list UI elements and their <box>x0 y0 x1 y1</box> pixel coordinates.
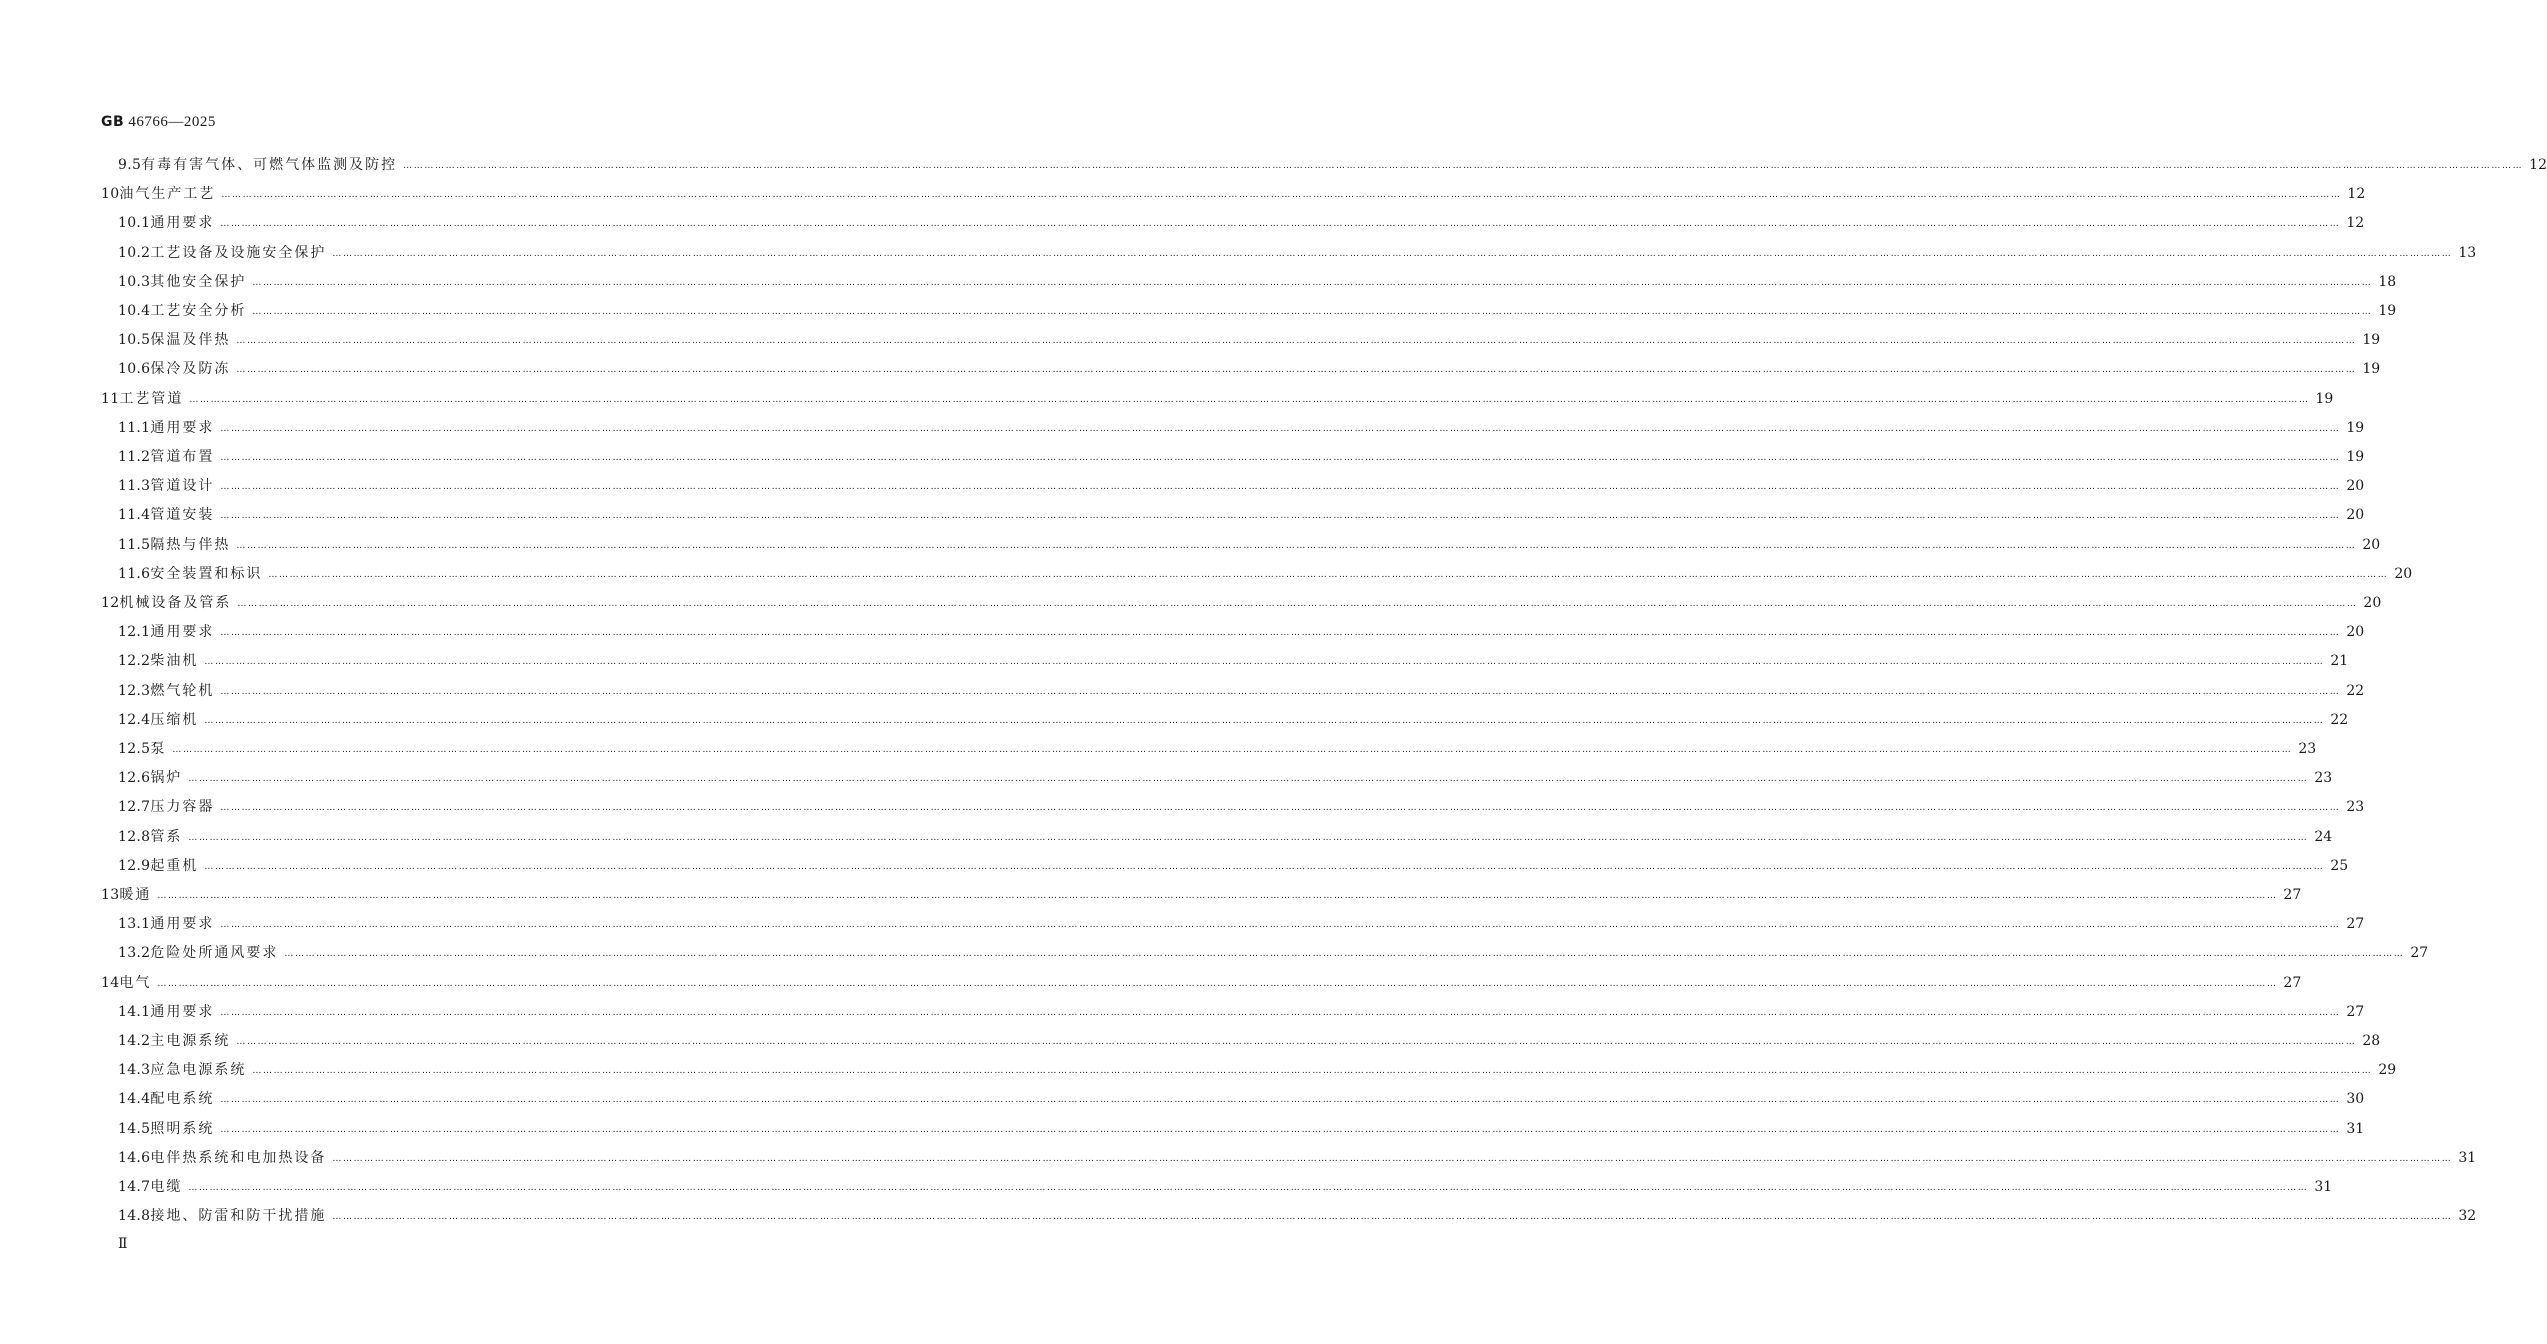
toc-entry[interactable] <box>118 1202 2477 1231</box>
toc-entry-page: 20 <box>2346 507 2365 524</box>
toc-entry[interactable] <box>118 1085 2365 1114</box>
toc-entry-page: 23 <box>2346 799 2365 816</box>
toc-leader-dots: …………………………………………………………………………………………………………………………………………………………………………………………………………………………………………………………………………………………………………………………………………………………………………………………………………………………………………………………………………………………………………………………………………………… <box>236 540 2357 551</box>
toc-entry-number: 9.5 <box>118 157 142 173</box>
toc-entry-page: 19 <box>2315 390 2334 407</box>
toc-leader-dots: …………………………………………………………………………………………………………………………………………………………………………………………………………………………………………………………………………………………………………………………………………………………………………………………………………………………………………………………………………………………………………………………………………………… <box>268 569 2389 580</box>
toc-entry-number: 12.1 <box>118 624 151 641</box>
toc-entry-title: 通用要求 <box>150 419 215 436</box>
toc-entry-title: 安全装置和标识 <box>150 565 263 582</box>
page-number: Ⅱ <box>118 1237 128 1252</box>
toc-entry-title: 工艺管道 <box>119 390 184 407</box>
toc-entry-title: 管道安装 <box>150 507 215 524</box>
toc-leader-dots: …………………………………………………………………………………………………………………………………………………………………………………………………………………………………………………………………………………………………………………………………………………………………………………………………………………………………………………………………………………………………………………………………………………… <box>220 482 2341 493</box>
toc-entry-page: 20 <box>2394 565 2413 582</box>
toc-entry-title: 其他安全保护 <box>150 273 247 290</box>
toc-entry[interactable] <box>118 1115 2365 1144</box>
toc-entry-title: 有毒有害气体、可燃气体监测及防控 <box>141 157 398 173</box>
toc-entry-title: 主电源系统 <box>150 1033 231 1049</box>
toc-entry-number: 14.6 <box>118 1149 151 1166</box>
toc-entry-number: 10.6 <box>118 361 151 378</box>
toc-entry-title: 通用要求 <box>150 215 215 232</box>
toc-entry-title: 通用要求 <box>150 916 215 933</box>
toc-leader-dots: …………………………………………………………………………………………………………………………………………………………………………………………………………………………………………………………………………………………………………………………………………………………………………………………………………………………………………………………………………………………………………………………………………………… <box>221 190 2342 201</box>
toc-entry-page: 27 <box>2283 974 2302 991</box>
toc-leader-dots: …………………………………………………………………………………………………………………………………………………………………………………………………………………………………………………………………………………………………………………………………………………………………………………………………………………………………………………………………………………………………………………………………………………… <box>220 511 2341 522</box>
toc-entry-page: 19 <box>2362 332 2381 349</box>
toc-entry-title: 隔热与伴热 <box>150 536 231 553</box>
toc-entry-title: 危险处所通风要求 <box>150 945 279 962</box>
toc-leader-dots: …………………………………………………………………………………………………………………………………………………………………………………………………………………………………………………………………………………………………………………………………………………………………………………………………………………………………………………………………………………………………………………………………………………… <box>220 1095 2341 1106</box>
toc-entry[interactable] <box>118 501 2365 530</box>
toc-entry[interactable] <box>118 1056 2397 1085</box>
toc-entry[interactable] <box>118 355 2381 384</box>
toc-entry-number: 12.9 <box>118 857 151 874</box>
toc-entry-number: 14.7 <box>118 1179 151 1195</box>
toc-entry[interactable] <box>118 443 2365 472</box>
toc-entry-number: 10 <box>101 186 120 203</box>
toc-entry-title: 通用要求 <box>150 624 215 641</box>
toc-entry-number: 14.1 <box>118 1003 151 1020</box>
toc-entry[interactable] <box>101 969 2302 998</box>
toc-entry-number: 13.1 <box>118 916 151 933</box>
toc-leader-dots: …………………………………………………………………………………………………………………………………………………………………………………………………………………………………………………………………………………………………………………………………………………………………………………………………………………………………………………………………………………………………………………………………………………… <box>220 423 2341 434</box>
toc-entry-page: 24 <box>2314 828 2333 845</box>
toc-entry[interactable] <box>118 414 2365 443</box>
toc-entry-title: 管道设计 <box>150 478 215 495</box>
toc-entry[interactable] <box>101 881 2302 910</box>
toc-entry[interactable] <box>118 735 2317 764</box>
toc-entry-title: 保冷及防冻 <box>150 361 231 378</box>
toc-entry-page: 27 <box>2410 945 2429 962</box>
toc-entry-page: 19 <box>2378 303 2397 319</box>
toc-entry[interactable] <box>118 268 2397 297</box>
toc-entry-number: 11.1 <box>118 419 151 436</box>
toc-entry-page: 28 <box>2362 1033 2381 1049</box>
standard-code: 46766—2025 <box>128 114 216 130</box>
toc-entry-number: 14.4 <box>118 1091 151 1108</box>
toc-leader-dots: …………………………………………………………………………………………………………………………………………………………………………………………………………………………………………………………………………………………………………………………………………………………………………………………………………………………………………………………………………………………………………………………………………………… <box>403 161 2524 171</box>
toc-entry-page: 20 <box>2362 536 2381 553</box>
toc-entry-page: 31 <box>2458 1149 2477 1166</box>
toc-entry-page: 27 <box>2346 1003 2365 1020</box>
toc-entry-number: 10.2 <box>118 244 151 261</box>
toc-entry-number: 12.6 <box>118 770 151 787</box>
toc-entry-title: 管系 <box>150 828 183 845</box>
toc-entry-number: 11.3 <box>118 478 151 495</box>
toc-leader-dots: …………………………………………………………………………………………………………………………………………………………………………………………………………………………………………………………………………………………………………………………………………………………………………………………………………………………………………………………………………………………………………………………………………………… <box>204 861 2325 872</box>
toc-entry-page: 20 <box>2346 478 2365 495</box>
toc-entry[interactable] <box>118 209 2365 238</box>
toc-leader-dots: …………………………………………………………………………………………………………………………………………………………………………………………………………………………………………………………………………………………………………………………………………………………………………………………………………………………………………………………………………………………………………………………………………………… <box>189 394 2310 405</box>
toc-entry-title: 工艺安全分析 <box>150 303 247 319</box>
toc-entry-number: 14.3 <box>118 1062 151 1079</box>
toc-entry-page: 19 <box>2362 361 2381 378</box>
toc-entry-number: 14 <box>101 974 120 991</box>
toc-entry-title: 通用要求 <box>150 1003 215 1020</box>
toc-entry-number: 12.5 <box>118 741 151 757</box>
toc-entry-number: 10.1 <box>118 215 151 232</box>
toc-entry[interactable] <box>118 939 2429 968</box>
toc-entry-title: 压力容器 <box>150 799 215 816</box>
toc-leader-dots: …………………………………………………………………………………………………………………………………………………………………………………………………………………………………………………………………………………………………………………………………………………………………………………………………………………………………………………………………………………………………………………………………………………… <box>188 774 2309 785</box>
toc-entry[interactable] <box>118 472 2365 501</box>
toc-entry-title: 保温及伴热 <box>150 332 231 349</box>
toc-leader-dots: …………………………………………………………………………………………………………………………………………………………………………………………………………………………………………………………………………………………………………………………………………………………………………………………………………………………………………………………………………………………………………………………………………………… <box>332 1153 2453 1164</box>
toc-entry-title: 配电系统 <box>150 1091 215 1108</box>
toc-entry[interactable] <box>118 793 2365 822</box>
toc-entry-page: 27 <box>2346 916 2365 933</box>
toc-entry-title: 燃气轮机 <box>150 682 215 699</box>
toc-entry-page: 31 <box>2314 1179 2333 1195</box>
toc-entry-page: 22 <box>2346 682 2365 699</box>
toc-entry[interactable] <box>101 589 2382 618</box>
toc-entry-page: 23 <box>2298 741 2317 757</box>
toc-entry-number: 11.6 <box>118 565 151 582</box>
toc-leader-dots: …………………………………………………………………………………………………………………………………………………………………………………………………………………………………………………………………………………………………………………………………………………………………………………………………………………………………………………………………………………………………………………………………………………… <box>332 1212 2453 1223</box>
toc-entry-number: 11.4 <box>118 507 151 524</box>
toc-leader-dots: …………………………………………………………………………………………………………………………………………………………………………………………………………………………………………………………………………………………………………………………………………………………………………………………………………………………………………………………………………………………………………………………………………………… <box>252 1066 2373 1077</box>
toc-entry-number: 10.4 <box>118 303 151 319</box>
toc-entry[interactable] <box>118 823 2333 852</box>
toc-entry-number: 10.5 <box>118 332 151 349</box>
toc-entry-title: 应急电源系统 <box>150 1062 247 1079</box>
toc-entry-page: 25 <box>2330 857 2349 874</box>
toc-entry-page: 13 <box>2458 244 2477 261</box>
toc-entry-title: 压缩机 <box>150 711 199 728</box>
toc-entry[interactable] <box>118 852 2349 881</box>
toc-entry-title: 接地、防雷和防干扰措施 <box>150 1208 327 1225</box>
toc-entry[interactable] <box>118 297 2397 326</box>
toc-leader-dots: …………………………………………………………………………………………………………………………………………………………………………………………………………………………………………………………………………………………………………………………………………………………………………………………………………………………………………………………………………………………………………………………………………………… <box>172 745 2293 755</box>
toc-entry-page: 12 <box>2346 215 2365 232</box>
toc-entry-title: 电伴热系统和电加热设备 <box>150 1149 327 1166</box>
toc-entry-title: 泵 <box>150 741 167 757</box>
toc-entry[interactable] <box>118 560 2413 589</box>
toc-leader-dots: …………………………………………………………………………………………………………………………………………………………………………………………………………………………………………………………………………………………………………………………………………………………………………………………………………………………………………………………………………………………………………………………………………………… <box>157 891 2278 901</box>
toc-leader-dots: …………………………………………………………………………………………………………………………………………………………………………………………………………………………………………………………………………………………………………………………………………………………………………………………………………………………………………………………………………………………………………………………………………………… <box>236 365 2357 376</box>
toc-entry-title: 工艺设备及设施安全保护 <box>150 244 327 261</box>
toc-entry[interactable] <box>118 706 2349 735</box>
toc-leader-dots: …………………………………………………………………………………………………………………………………………………………………………………………………………………………………………………………………………………………………………………………………………………………………………………………………………………………………………………………………………………………………………………………………………………… <box>236 1037 2357 1047</box>
toc-entry-page: 12 <box>2347 186 2366 203</box>
toc-leader-dots: …………………………………………………………………………………………………………………………………………………………………………………………………………………………………………………………………………………………………………………………………………………………………………………………………………………………………………………………………………………………………………………………………………………… <box>220 803 2341 814</box>
standard-prefix: GB <box>101 114 125 130</box>
toc-leader-dots: …………………………………………………………………………………………………………………………………………………………………………………………………………………………………………………………………………………………………………………………………………………………………………………………………………………………………………………………………………………………………………………………………………………… <box>220 920 2341 931</box>
toc-entry-number: 12.3 <box>118 682 151 699</box>
toc-entry-number: 12.8 <box>118 828 151 845</box>
toc-leader-dots: …………………………………………………………………………………………………………………………………………………………………………………………………………………………………………………………………………………………………………………………………………………………………………………………………………………………………………………………………………………………………………………………………………………… <box>220 628 2341 639</box>
toc-entry-title: 电气 <box>119 974 152 991</box>
toc-entry-title: 柴油机 <box>150 653 199 670</box>
toc-entry[interactable] <box>118 910 2365 939</box>
toc-entry[interactable] <box>118 531 2381 560</box>
toc-entry-number: 12.2 <box>118 653 151 670</box>
toc-entry-number: 11.5 <box>118 536 151 553</box>
toc-entry-number: 11.2 <box>118 449 151 465</box>
toc-leader-dots: …………………………………………………………………………………………………………………………………………………………………………………………………………………………………………………………………………………………………………………………………………………………………………………………………………………………………………………………………………………………………………………………………………………… <box>188 1183 2309 1193</box>
document-header <box>101 114 216 131</box>
toc-entry-number: 14.2 <box>118 1033 151 1049</box>
toc-entry-page: 20 <box>2363 595 2382 611</box>
toc-leader-dots: …………………………………………………………………………………………………………………………………………………………………………………………………………………………………………………………………………………………………………………………………………………………………………………………………………………………………………………………………………………………………………………………………………………… <box>220 453 2341 463</box>
toc-entry[interactable] <box>118 1173 2333 1202</box>
toc-entry[interactable] <box>118 647 2349 676</box>
toc-entry-page: 18 <box>2378 273 2397 290</box>
toc-entry-number: 13 <box>101 887 120 903</box>
toc-entry[interactable] <box>118 326 2381 355</box>
toc-entry-title: 锅炉 <box>150 770 183 787</box>
toc-entry-title: 暖通 <box>119 887 152 903</box>
toc-entry-title: 电缆 <box>150 1179 183 1195</box>
toc-leader-dots: …………………………………………………………………………………………………………………………………………………………………………………………………………………………………………………………………………………………………………………………………………………………………………………………………………………………………………………………………………………………………………………………………………………… <box>252 277 2373 288</box>
toc-entry-title: 油气生产工艺 <box>119 186 216 203</box>
toc-entry[interactable] <box>118 239 2477 268</box>
toc-entry-page: 27 <box>2283 887 2302 903</box>
toc-entry[interactable] <box>118 764 2333 793</box>
toc-entry-page: 32 <box>2458 1208 2477 1225</box>
toc-entry-number: 13.2 <box>118 945 151 962</box>
toc-entry-page: 21 <box>2330 653 2349 670</box>
toc-leader-dots: …………………………………………………………………………………………………………………………………………………………………………………………………………………………………………………………………………………………………………………………………………………………………………………………………………………………………………………………………………………………………………………………………………………… <box>332 248 2453 259</box>
toc-entry[interactable] <box>101 385 2334 414</box>
toc-entry-title: 照明系统 <box>150 1120 215 1137</box>
toc-leader-dots: …………………………………………………………………………………………………………………………………………………………………………………………………………………………………………………………………………………………………………………………………………………………………………………………………………………………………………………………………………………………………………………………………………………… <box>284 949 2405 960</box>
toc-entry-title: 机械设备及管系 <box>119 595 232 611</box>
toc-entry-number: 14.8 <box>118 1208 151 1225</box>
toc-entry-number: 12.4 <box>118 711 151 728</box>
toc-entry[interactable] <box>118 1144 2477 1173</box>
toc-entry[interactable] <box>118 618 2365 647</box>
toc-leader-dots: …………………………………………………………………………………………………………………………………………………………………………………………………………………………………………………………………………………………………………………………………………………………………………………………………………………………………………………………………………………………………………………………………………………… <box>220 1007 2341 1018</box>
toc-entry-page: 23 <box>2314 770 2333 787</box>
toc-leader-dots: …………………………………………………………………………………………………………………………………………………………………………………………………………………………………………………………………………………………………………………………………………………………………………………………………………………………………………………………………………………………………………………………………………………… <box>157 978 2278 989</box>
toc-entry-title: 管道布置 <box>150 449 215 465</box>
toc-leader-dots: …………………………………………………………………………………………………………………………………………………………………………………………………………………………………………………………………………………………………………………………………………………………………………………………………………………………………………………………………………………………………………………………………………………… <box>236 336 2357 347</box>
toc-entry-number: 10.3 <box>118 273 151 290</box>
toc-entry[interactable] <box>118 998 2365 1027</box>
toc-leader-dots: …………………………………………………………………………………………………………………………………………………………………………………………………………………………………………………………………………………………………………………………………………………………………………………………………………………………………………………………………………………………………………………………………………………… <box>204 715 2325 726</box>
toc-entry[interactable] <box>118 1027 2381 1056</box>
toc-entry-page: 19 <box>2346 449 2365 465</box>
toc-leader-dots: …………………………………………………………………………………………………………………………………………………………………………………………………………………………………………………………………………………………………………………………………………………………………………………………………………………………………………………………………………………………………………………………………………………… <box>237 599 2358 609</box>
toc-entry-page: 29 <box>2378 1062 2397 1079</box>
toc-entry-page: 19 <box>2346 419 2365 436</box>
toc-entry[interactable] <box>101 180 2366 209</box>
toc-leader-dots: …………………………………………………………………………………………………………………………………………………………………………………………………………………………………………………………………………………………………………………………………………………………………………………………………………………………………………………………………………………………………………………………………………………… <box>220 219 2341 230</box>
toc-entry-number: 14.5 <box>118 1120 151 1137</box>
toc-leader-dots: …………………………………………………………………………………………………………………………………………………………………………………………………………………………………………………………………………………………………………………………………………………………………………………………………………………………………………………………………………………………………………………………………………………… <box>220 686 2341 697</box>
toc-leader-dots: …………………………………………………………………………………………………………………………………………………………………………………………………………………………………………………………………………………………………………………………………………………………………………………………………………………………………………………………………………………………………………………………………………………… <box>220 1124 2341 1135</box>
toc-entry-page: 31 <box>2346 1120 2365 1137</box>
toc-entry-number: 11 <box>101 390 120 407</box>
toc-entry-page: 22 <box>2330 711 2349 728</box>
toc-entry-title: 起重机 <box>150 857 199 874</box>
toc-entry[interactable] <box>118 677 2365 706</box>
toc-entry-page: 12 <box>2529 157 2547 173</box>
toc-entry-page: 20 <box>2346 624 2365 641</box>
toc-entry-number: 12.7 <box>118 799 151 816</box>
toc-leader-dots: …………………………………………………………………………………………………………………………………………………………………………………………………………………………………………………………………………………………………………………………………………………………………………………………………………………………………………………………………………………………………………………………………………………… <box>188 832 2309 843</box>
toc-leader-dots: …………………………………………………………………………………………………………………………………………………………………………………………………………………………………………………………………………………………………………………………………………………………………………………………………………………………………………………………………………………………………………………………………………………… <box>204 657 2325 668</box>
toc-leader-dots: …………………………………………………………………………………………………………………………………………………………………………………………………………………………………………………………………………………………………………………………………………………………………………………………………………………………………………………………………………………………………………………………………………………… <box>252 307 2373 317</box>
toc-entry-page: 30 <box>2346 1091 2365 1108</box>
toc-entry[interactable] <box>118 151 2547 180</box>
toc-entry-number: 12 <box>101 595 120 611</box>
